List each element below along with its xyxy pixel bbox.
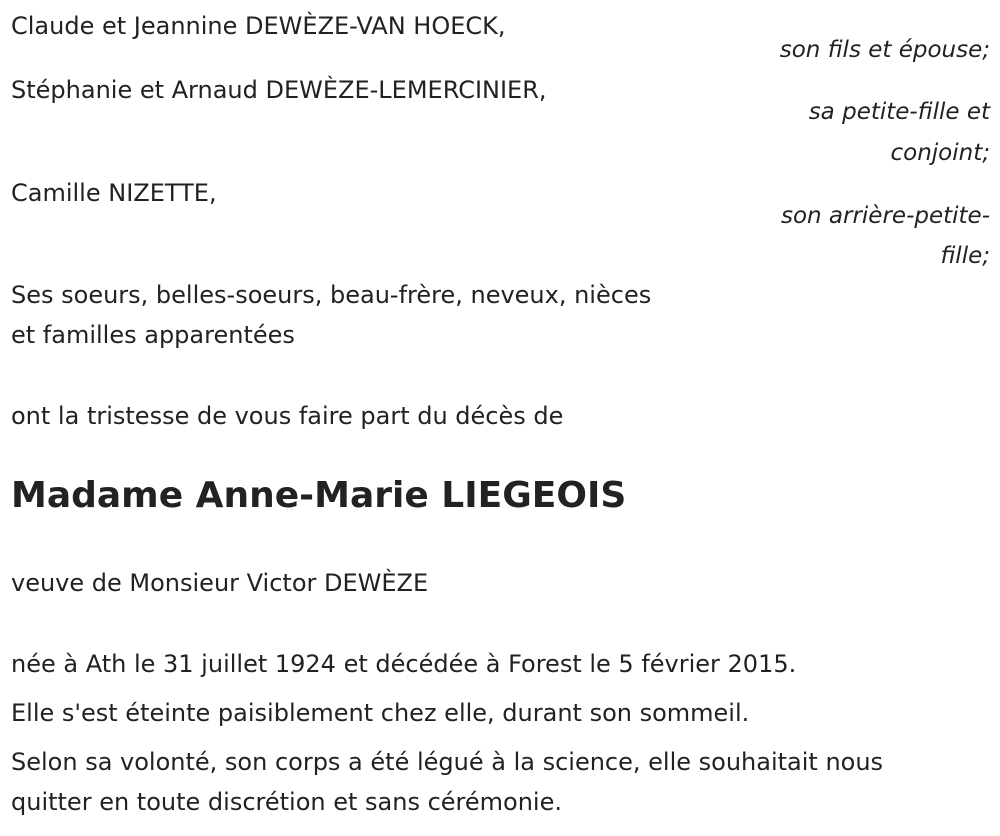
passing-note-text: Elle s'est éteinte paisiblement chez elle, durant son sommeil. bbox=[11, 699, 750, 727]
birth-death-text: née à Ath le 31 juillet 1924 et décédée à Forest le 5 février 2015. bbox=[11, 650, 797, 678]
relatives-line-2: et familles apparentées bbox=[11, 321, 295, 349]
announcement-text: ont la tristesse de vous faire part du décès de bbox=[11, 402, 564, 430]
family-member-1-role: son fils et épouse; bbox=[779, 37, 990, 63]
family-member-2-role-line1: sa petite-fille et bbox=[808, 99, 990, 125]
relatives-line-1: Ses soeurs, belles-soeurs, beau-frère, neveux, nièces bbox=[11, 281, 652, 309]
family-member-3-role-line1: son arrière-petite- bbox=[780, 203, 990, 229]
family-member-3-role-line2: fille; bbox=[940, 243, 990, 269]
widow-of-text: veuve de Monsieur Victor DEWÈZE bbox=[11, 569, 429, 597]
wish-line-1: Selon sa volonté, son corps a été légué à la science, elle souhaitait nous bbox=[11, 748, 884, 776]
family-member-2-role-line2: conjoint; bbox=[890, 140, 990, 166]
family-member-2-name: Stéphanie et Arnaud DEWÈZE-LEMERCINIER, bbox=[11, 76, 547, 104]
family-member-3-name: Camille NIZETTE, bbox=[11, 179, 217, 207]
deceased-name: Madame Anne-Marie LIEGEOIS bbox=[11, 475, 627, 516]
family-member-1-name: Claude et Jeannine DEWÈZE-VAN HOECK, bbox=[11, 12, 506, 40]
wish-line-2: quitter en toute discrétion et sans cérémonie. bbox=[11, 788, 562, 816]
